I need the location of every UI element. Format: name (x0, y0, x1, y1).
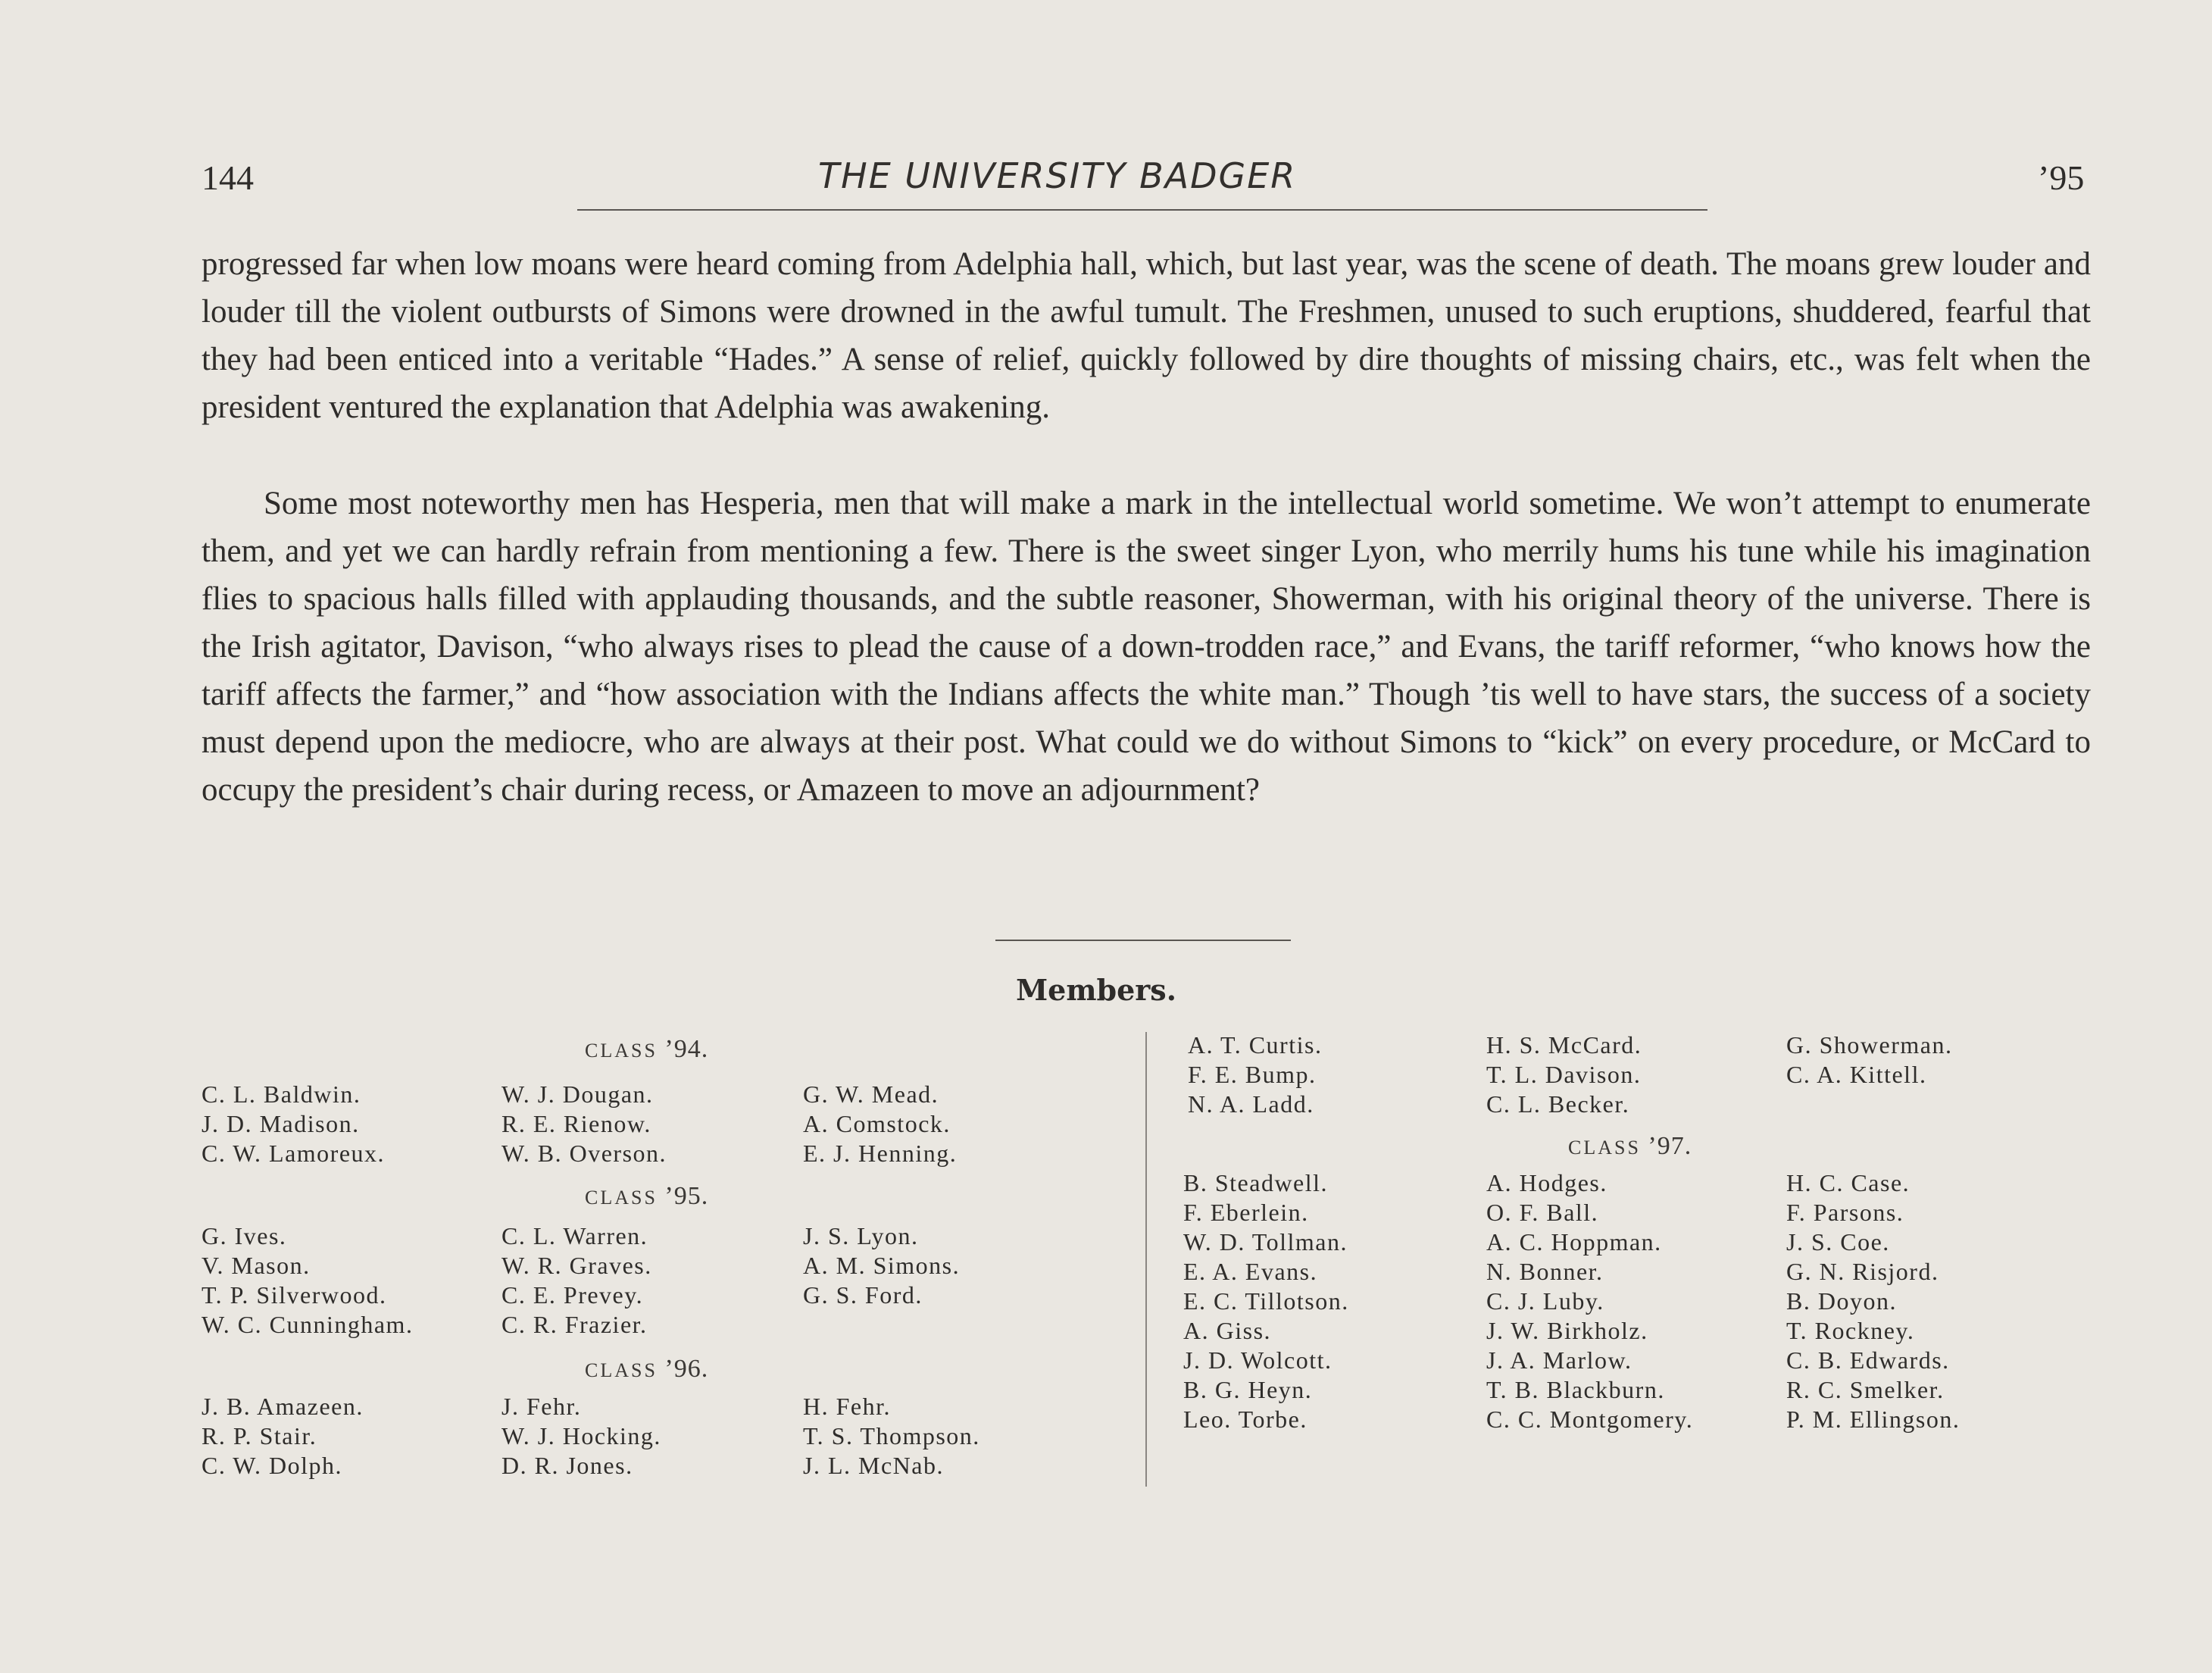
class-label: CLASS (1568, 1137, 1641, 1159)
member-name: W. R. Graves. (501, 1252, 652, 1279)
class-95-col-2 (501, 1221, 652, 1340)
class-94-col-2 (501, 1080, 667, 1168)
section-separator (995, 940, 1291, 941)
member-name: W. B. Overson. (501, 1140, 667, 1167)
member-name: C. L. Baldwin. (202, 1080, 361, 1108)
class-97-col-3 (1786, 1168, 1960, 1434)
class-year: ’97. (1648, 1132, 1692, 1160)
class-97-col-1 (1183, 1168, 1349, 1434)
class-year: ’96. (664, 1355, 709, 1383)
class-95-col-3 (803, 1221, 960, 1310)
class-94-heading (585, 1035, 708, 1064)
member-name: T. Rockney. (1786, 1317, 1915, 1344)
member-name: R. P. Stair. (202, 1422, 317, 1449)
member-name: J. Fehr. (501, 1393, 582, 1420)
member-name: A. M. Simons. (803, 1252, 961, 1279)
member-name: T. P. Silverwood. (202, 1281, 387, 1309)
class-94-col-1 (202, 1080, 385, 1168)
class-96-col-2 (501, 1392, 661, 1481)
member-name: E. C. Tillotson. (1183, 1287, 1349, 1315)
paragraph-2: Some most noteworthy men has Hesperia, men that will make a mark in the intellectual world sometime. We won’t attempt to enumerate them, and yet we can hardly refrain from mentioning a few. There is the sweet singer Lyon, who merrily hums his tune while his imagination flies to spacious halls filled with applauding thousands, and the subtle reasoner, Showerman, with his original theory of the universe. There is the Irish agitator, Davison, “who always rises to plead the cause of a down-trodden race,” and Evans, the tariff reformer, “who knows how the tariff affects the farmer,” and “how association with the Indians affects the white man.” Though ’tis well to have stars, the success of a society must depend upon the mediocre, who are always at their post. What could we do without Simons to “kick” on every procedure, or McCard to occupy the president’s chair during recess, or Amazeen to move an adjournment? (202, 486, 2091, 808)
member-name: J. D. Madison. (202, 1110, 360, 1137)
member-name: C. E. Prevey. (501, 1281, 644, 1309)
right-top-col-3 (1786, 1030, 1952, 1090)
class-97-col-2 (1486, 1168, 1693, 1434)
member-name: G. N. Risjord. (1786, 1258, 1939, 1285)
member-name: J. A. Marlow. (1486, 1346, 1632, 1374)
class-label: CLASS (585, 1359, 658, 1381)
member-name: C. A. Kittell. (1786, 1061, 1927, 1088)
running-year: ’95 (2038, 158, 2085, 197)
member-name: C. J. Luby. (1486, 1287, 1604, 1315)
class-94-col-3 (803, 1080, 957, 1168)
running-title: THE UNIVERSITY BADGER (818, 155, 1297, 196)
member-name: W. J. Dougan. (501, 1080, 654, 1108)
member-name: G. W. Mead. (803, 1080, 939, 1108)
class-year: ’95. (664, 1182, 709, 1210)
class-96-col-1 (202, 1392, 364, 1481)
member-name: B. Doyon. (1786, 1287, 1897, 1315)
member-name: C. L. Becker. (1486, 1090, 1630, 1118)
member-name: C. C. Montgomery. (1486, 1406, 1694, 1433)
member-name: G. S. Ford. (803, 1281, 923, 1309)
member-name: H. S. McCard. (1486, 1031, 1642, 1059)
member-name: B. Steadwell. (1183, 1169, 1329, 1196)
member-name: F. Eberlein. (1183, 1199, 1309, 1226)
member-name: C. W. Lamoreux. (202, 1140, 386, 1167)
member-name: V. Mason. (202, 1252, 311, 1279)
class-96-col-3 (803, 1392, 980, 1481)
member-name: P. M. Ellingson. (1786, 1406, 1960, 1433)
right-top-col-1 (1188, 1030, 1322, 1119)
member-name: G. Ives. (202, 1222, 287, 1249)
member-name: A. Comstock. (803, 1110, 951, 1137)
member-name: B. G. Heyn. (1183, 1376, 1313, 1403)
member-name: T. L. Davison. (1486, 1061, 1642, 1088)
member-name: D. R. Jones. (501, 1452, 633, 1479)
member-name: T. B. Blackburn. (1486, 1376, 1665, 1403)
page-number: 144 (202, 158, 254, 197)
member-name: A. Hodges. (1486, 1169, 1607, 1196)
member-name: J. D. Wolcott. (1183, 1346, 1333, 1374)
member-name: G. Showerman. (1786, 1031, 1953, 1059)
member-name: W. J. Hocking. (501, 1422, 661, 1449)
member-name: C. B. Edwards. (1786, 1346, 1950, 1374)
member-name: Leo. Torbe. (1183, 1406, 1308, 1433)
member-name: O. F. Ball. (1486, 1199, 1599, 1226)
column-divider (1145, 1032, 1147, 1487)
member-name: F. E. Bump. (1188, 1061, 1317, 1088)
class-label: CLASS (585, 1040, 658, 1062)
right-top-col-2 (1486, 1030, 1642, 1119)
member-name: E. J. Henning. (803, 1140, 958, 1167)
member-name: F. Parsons. (1786, 1199, 1904, 1226)
class-year: ’94. (664, 1035, 709, 1063)
member-name: R. C. Smelker. (1786, 1376, 1945, 1403)
class-96-heading (585, 1355, 708, 1384)
member-name: C. W. Dolph. (202, 1452, 343, 1479)
member-name: R. E. Rienow. (501, 1110, 651, 1137)
members-heading: Members. (1016, 973, 1176, 1007)
member-name: N. A. Ladd. (1188, 1090, 1314, 1118)
member-name: C. L. Warren. (501, 1222, 648, 1249)
class-97-heading (1568, 1132, 1692, 1161)
class-95-col-1 (202, 1221, 413, 1340)
member-name: W. C. Cunningham. (202, 1311, 414, 1338)
header-rule (577, 209, 1707, 211)
member-name: N. Bonner. (1486, 1258, 1604, 1285)
member-name: J. W. Birkholz. (1486, 1317, 1648, 1344)
paragraph-1: progressed far when low moans were heard coming from Adelphia hall, which, but last year, was the scene of death. The moans grew louder and louder till the violent outbursts of Simons were drowned in the awful tumult. The Freshmen, unused to such eruptions, shuddered, fearful that they had been enticed into a veritable “Hades.” A sense of relief, quickly followed by dire thoughts of missing chairs, etc., was felt when the president ventured the explanation that Adelphia was awakening. (202, 246, 2091, 425)
member-name: A. C. Hoppman. (1486, 1228, 1662, 1256)
member-name: A. T. Curtis. (1188, 1031, 1323, 1059)
class-label: CLASS (585, 1187, 658, 1209)
member-name: J. B. Amazeen. (202, 1393, 364, 1420)
member-name: T. S. Thompson. (803, 1422, 980, 1449)
member-name: J. L. McNab. (803, 1452, 944, 1479)
member-name: J. S. Lyon. (803, 1222, 919, 1249)
class-95-heading (585, 1182, 708, 1211)
member-name: W. D. Tollman. (1183, 1228, 1348, 1256)
member-name: H. Fehr. (803, 1393, 891, 1420)
member-name: A. Giss. (1183, 1317, 1272, 1344)
member-name: J. S. Coe. (1786, 1228, 1890, 1256)
member-name: E. A. Evans. (1183, 1258, 1318, 1285)
member-name: C. R. Frazier. (501, 1311, 648, 1338)
member-name: H. C. Case. (1786, 1169, 1911, 1196)
